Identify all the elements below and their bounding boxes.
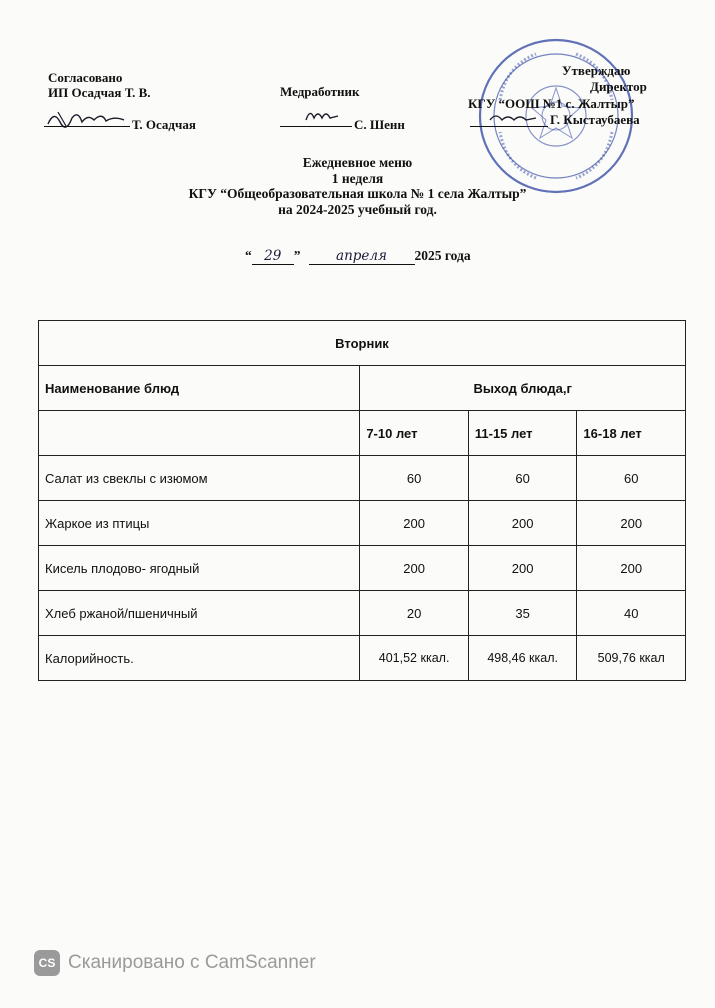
agreed-name: ИП Осадчая Т. В. [48, 85, 151, 100]
dish-value: 60 [577, 456, 686, 501]
age-group-3: 16-18 лет [577, 411, 686, 456]
table-row [39, 546, 686, 591]
director-org: КГУ “ООШ №1 с. Жалтыр” [468, 96, 635, 111]
table-row [39, 501, 686, 546]
dish-value: 200 [360, 546, 469, 591]
calorie-value: 498,46 ккал. [468, 636, 577, 681]
dish-name: Салат из свеклы с изюмом [39, 456, 360, 501]
signature-left [44, 106, 130, 132]
camscanner-watermark [34, 950, 316, 976]
date-open-quote: “ [245, 248, 252, 263]
col-output-header: Выход блюда,г [360, 366, 686, 411]
calorie-value: 509,76 ккал [577, 636, 686, 681]
dish-value: 200 [577, 501, 686, 546]
signature-middle [280, 104, 352, 128]
age-row [39, 411, 686, 456]
dish-name: Жаркое из птицы [39, 501, 360, 546]
title-line-4: на 2024-2025 учебный год. [278, 201, 437, 217]
title-line-1: Ежедневное меню [302, 155, 413, 170]
director-label: Директор [590, 79, 647, 94]
dish-name: Хлеб ржаной/пшеничный [39, 591, 360, 636]
age-group-2: 11-15 лет [468, 411, 577, 456]
signer-middle: С. Шенн [354, 117, 405, 132]
day-name: Вторник [39, 321, 686, 366]
day-row [39, 321, 686, 366]
age-row-blank [39, 411, 360, 456]
camscanner-text: Сканировано с CamScanner [68, 952, 316, 973]
date-day: 29 [252, 248, 294, 265]
dish-value: 200 [577, 546, 686, 591]
date-month: апреля [309, 248, 415, 265]
menu-table [38, 320, 686, 681]
dish-value: 60 [468, 456, 577, 501]
medic-label: Медработник [280, 84, 360, 99]
calorie-value: 401,52 ккал. [360, 636, 469, 681]
document-title [0, 155, 715, 217]
table-row [39, 456, 686, 501]
date-close-quote: ” [293, 248, 301, 263]
header-row [39, 366, 686, 411]
dish-value: 200 [468, 546, 577, 591]
agreed-label: Согласовано [48, 70, 123, 85]
approve-label: Утверждаю [562, 63, 631, 78]
dish-value: 20 [360, 591, 469, 636]
dish-value: 200 [360, 501, 469, 546]
calorie-row [39, 636, 686, 681]
dish-name: Кисель плодово- ягодный [39, 546, 360, 591]
title-line-3: КГУ “Общеобразовательная школа № 1 села Жалтыр” [188, 186, 527, 201]
dish-value: 200 [468, 501, 577, 546]
col-name-header: Наименование блюд [39, 366, 360, 411]
calorie-label: Калорийность. [39, 636, 360, 681]
signer-left: Т. Осадчая [132, 117, 196, 132]
signature-right [470, 108, 548, 128]
dish-value: 35 [468, 591, 577, 636]
date-year: 2025 года [414, 248, 471, 263]
signature-line-middle [280, 126, 352, 127]
age-group-1: 7-10 лет [360, 411, 469, 456]
signer-right: Г. Кыстаубаева [550, 112, 640, 127]
dish-value: 60 [360, 456, 469, 501]
dish-value: 40 [577, 591, 686, 636]
signature-line-left [44, 126, 130, 127]
date-line [245, 248, 471, 265]
title-line-2: 1 неделя [331, 170, 384, 186]
table-row [39, 591, 686, 636]
signature-line-right [470, 126, 548, 127]
camscanner-logo-icon: CS [34, 950, 60, 976]
